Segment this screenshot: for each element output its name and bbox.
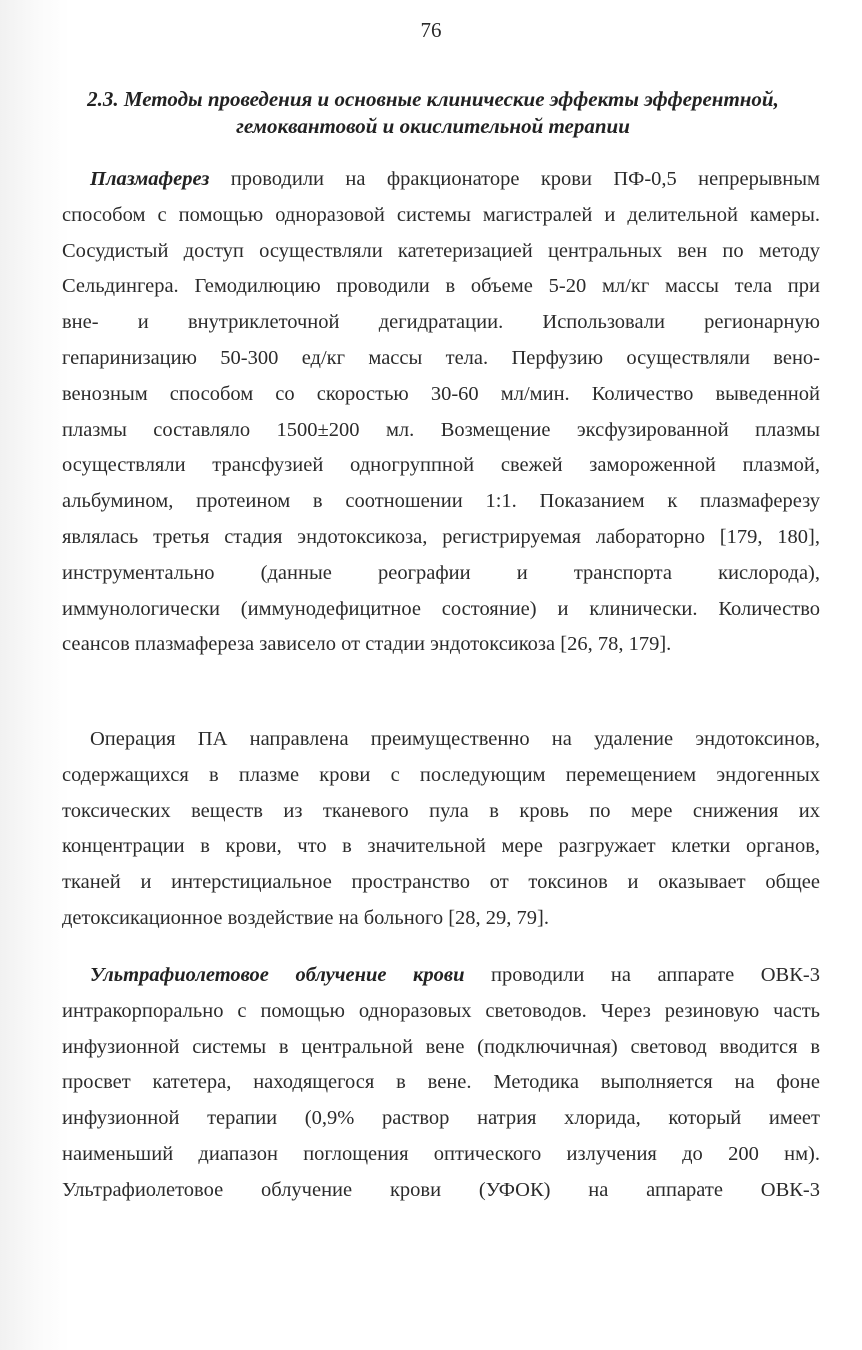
paragraph-line: Ультрафиолетовое облучение крови (УФОК) на аппарате ОВК-3	[62, 1178, 820, 1201]
term-plasmapheresis: Плазмаферез	[90, 168, 210, 190]
paragraph-line: Ультрафиолетовое облучение крови проводили на аппарате ОВК-3	[90, 964, 820, 986]
paragraph-line: гепаринизацию 50-300 ед/кг массы тела. Перфузию осуществляли вено-	[62, 346, 820, 369]
paragraph-line: являлась третья стадия эндотоксикоза, регистрируемая лабораторно [179, 180],	[62, 525, 820, 548]
paragraph-line: плазмы составляло 1500±200 мл. Возмещение эксфузированной плазмы	[62, 418, 820, 441]
paragraph-line: инфузионной системы в центральной вене (подключичная) световод вводится в	[62, 1035, 820, 1058]
paragraph-line: просвет катетера, находящегося в вене. Методика выполняется на фоне	[62, 1071, 820, 1094]
section-heading-line-1: 2.3. Методы проведения и основные клинические эффекты эфферентной,	[87, 87, 779, 111]
paragraph-line: Плазмаферез проводили на фракционаторе крови ПФ-0,5 непрерывным	[90, 168, 820, 190]
page-number: 76	[420, 18, 442, 42]
paragraph-line: детоксикационное воздействие на больного [28, 29, 79].	[62, 906, 549, 929]
paragraph-line: осуществляли трансфузией одногруппной свежей замороженной плазмой,	[62, 454, 820, 477]
paragraph-line: токсических веществ из тканевого пула в кровь по мере снижения их	[62, 799, 820, 822]
paragraph-line: сеансов плазмафереза зависело от стадии эндотоксикоза [26, 78, 179].	[62, 633, 672, 656]
paragraph-pa-operation	[62, 722, 820, 937]
paragraph-uv-irradiation	[62, 958, 820, 1209]
paragraph-line: Сельдингера. Гемодилюцию проводили в объеме 5-20 мл/кг массы тела при	[62, 275, 820, 298]
paragraph-line: вне- и внутриклеточной дегидратации. Использовали регионарную	[62, 311, 820, 334]
paragraph-line: Операция ПА направлена преимущественно на удаление эндотоксинов,	[90, 728, 820, 750]
paragraph-line: Сосудистый доступ осуществляли катетеризацией центральных вен по методу	[62, 239, 820, 262]
paragraph-plasmapheresis	[62, 162, 820, 663]
paragraph-line: венозным способом со скоростью 30-60 мл/мин. Количество выведенной	[62, 382, 820, 405]
term-uv-irradiation: Ультрафиолетовое облучение крови	[90, 964, 465, 986]
paragraph-line: альбумином, протеином в соотношении 1:1. Показанием к плазмаферезу	[62, 490, 820, 513]
section-heading	[48, 86, 818, 140]
paragraph-line: концентрации в крови, что в значительной мере разгружает клетки органов,	[62, 835, 820, 858]
paragraph-line: наименьший диапазон поглощения оптического излучения до 200 нм).	[62, 1142, 820, 1165]
paragraph-line: интракорпорально с помощью одноразовых световодов. Через резиновую часть	[62, 999, 820, 1022]
paragraph-line: тканей и интерстициальное пространство от токсинов и оказывает общее	[62, 871, 820, 894]
paragraph-line: содержащихся в плазме крови с последующим перемещением эндогенных	[62, 763, 820, 786]
paragraph-line: способом с помощью одноразовой системы магистралей и делительной камеры.	[62, 203, 820, 226]
paragraph-line: инфузионной терапии (0,9% раствор натрия хлорида, который имеет	[62, 1107, 820, 1130]
section-heading-line-2: гемоквантовой и окислительной терапии	[236, 114, 630, 138]
paragraph-line: инструментально (данные реографии и транспорта кислорода),	[62, 561, 820, 584]
paragraph-line: иммунологически (иммунодефицитное состояние) и клинически. Количество	[62, 597, 820, 620]
